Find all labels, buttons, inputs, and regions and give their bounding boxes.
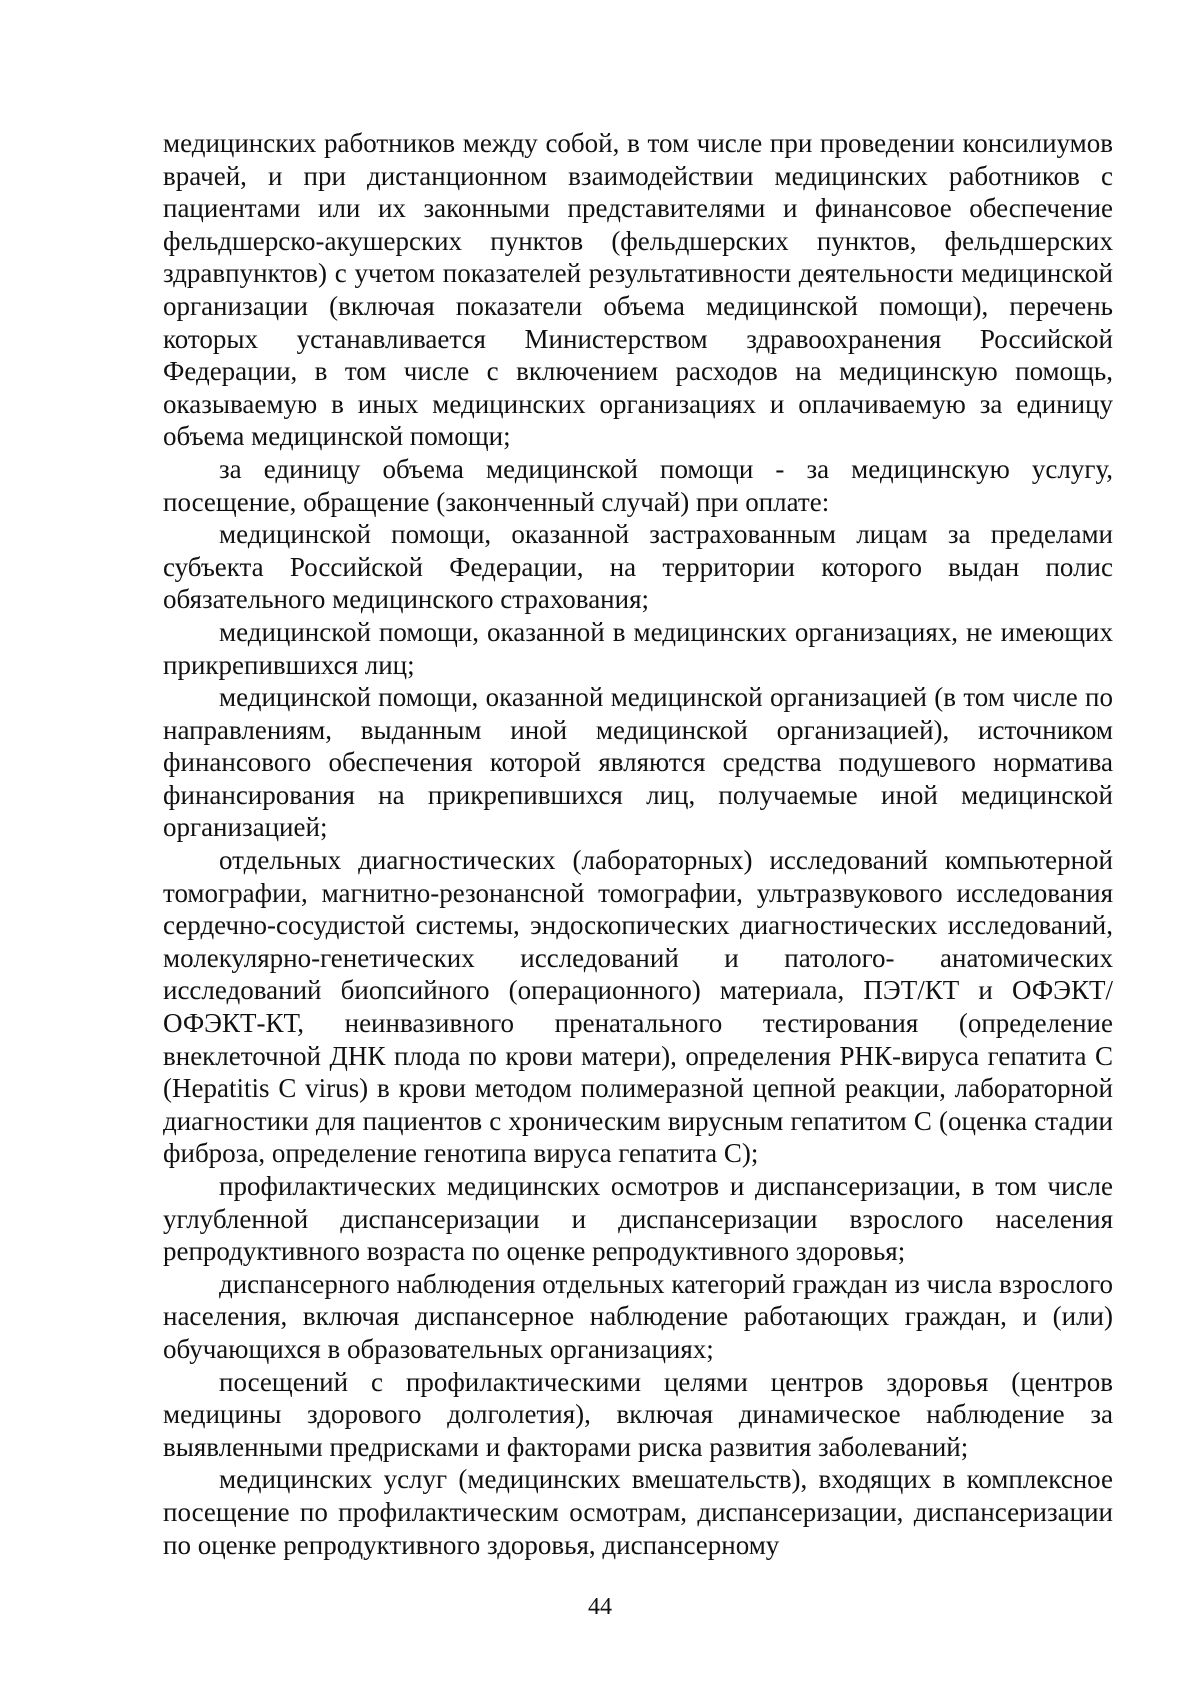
- paragraph-dispensary-observation: диспансерного наблюдения отдельных категорий граждан из числа взрослого населения, включая диспансерное наблюдение работающих граждан, и (или) обучающихся в образовательных организациях;: [163, 1268, 1113, 1364]
- paragraph-no-attached-persons: медицинской помощи, оказанной в медицинских организациях, не имеющих прикрепившихся лиц;: [163, 616, 1113, 680]
- paragraph-preventive-exams: профилактических медицинских осмотров и диспансеризации, в том числе углубленной диспансеризации и диспансеризации взрослого населения репродуктивного возраста по оценке репродуктивного здоровья;: [163, 1171, 1113, 1267]
- body-text: [163, 127, 1113, 1561]
- paragraph-diagnostic-tests: отдельных диагностических (лабораторных) исследований компьютерной томографии, магнитно-резонансной томографии, ультразвукового исследования сердечно-сосудистой системы, эндоскопических диагностических исследований, молекулярно-генетических исследований и патолого- анатомических исследований биопсийного (операционного) материала, ПЭТ/КТ и ОФЭКТ/ОФЭКТ-КТ, неинвазивного пренатального тестирования (определение внеклеточной ДНК плода по крови матери), определения РНК-вируса гепатита С (Hepatitis C virus) в крови методом полимеразной цепной реакции, лабораторной диагностики для пациентов с хроническим вирусным гепатитом С (оценка стадии фиброза, определение генотипа вируса гепатита С);: [163, 845, 1113, 1169]
- paragraph-medical-services: медицинских услуг (медицинских вмешательств), входящих в комплексное посещение по профилактическим осмотрам, диспансеризации, диспансеризации по оценке репродуктивного здоровья, диспансерному: [163, 1464, 1113, 1560]
- paragraph-referral-care: медицинской помощи, оказанной медицинской организацией (в том числе по направлениям, выданным иной медицинской организацией), источником финансового обеспечения которой являются средства подушевого норматива финансирования на прикрепившихся лиц, получаемые иной медицинской организацией;: [163, 682, 1113, 843]
- paragraph-unit-payment: за единицу объема медицинской помощи - за медицинскую услугу, посещение, обращение (законченный случай) при оплате:: [163, 453, 1113, 517]
- page-number: 44: [588, 1594, 612, 1620]
- paragraph-health-centers: посещений с профилактическими целями центров здоровья (центров медицины здорового долголетия), включая динамическое наблюдение за выявленными предрисками и факторами риска развития заболеваний;: [163, 1366, 1113, 1462]
- paragraph-continuation: медицинских работников между собой, в том числе при проведении консилиумов врачей, и при дистанционном взаимодействии медицинских работников с пациентами или их законными представителями и финансовое обеспечение фельдшерско-акушерских пунктов (фельдшерских пунктов, фельдшерских здравпунктов) с учетом показателей результативности деятельности медицинской организации (включая показатели объема медицинской помощи), перечень которых устанавливается Министерством здравоохранения Российской Федерации, в том числе с включением расходов на медицинскую помощь, оказываемую в иных медицинских организациях и оплачиваемую за единицу объема медицинской помощи;: [163, 128, 1113, 452]
- paragraph-out-of-region-care: медицинской помощи, оказанной застрахованным лицам за пределами субъекта Российской Федерации, на территории которого выдан полис обязательного медицинского страхования;: [163, 519, 1113, 615]
